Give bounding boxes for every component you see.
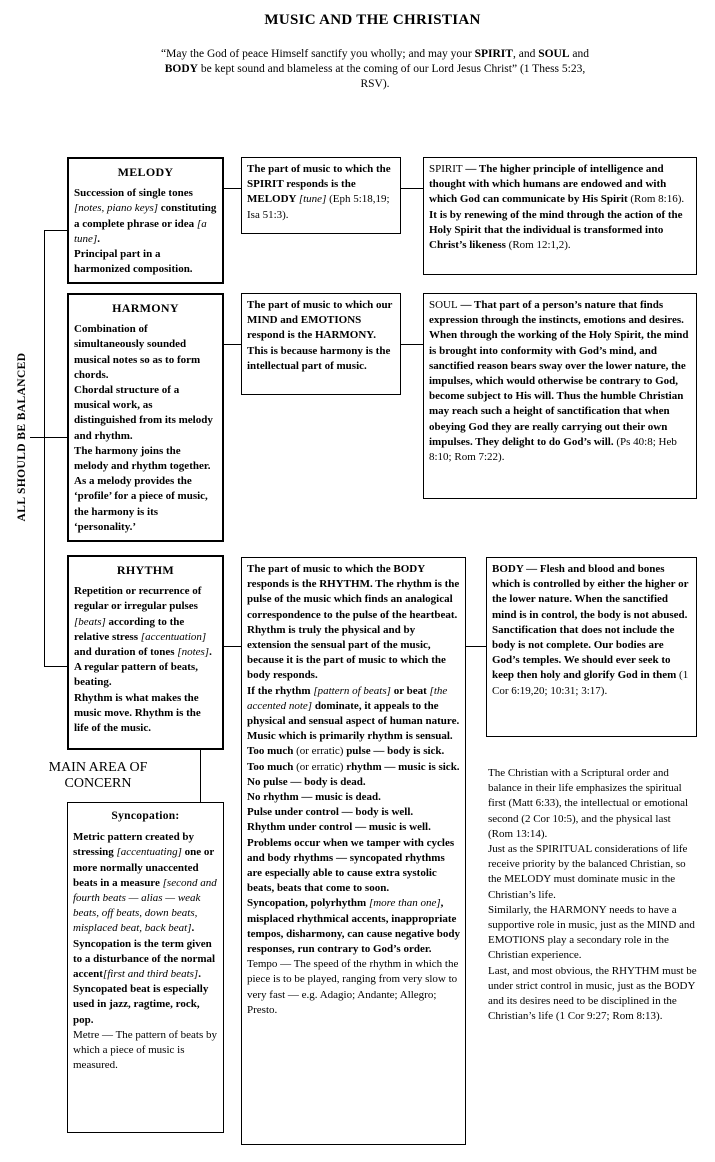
connector-line — [401, 344, 423, 345]
balance-label: ALL SHOULD BE BALANCED — [16, 352, 28, 522]
quote-text: “May the God of peace Himself sanctify you wholly; and may your — [160, 48, 475, 60]
main-area-label: MAIN AREA OF CONCERN — [48, 760, 148, 791]
harmony-p3: The harmony joins the melody and rhythm together. As a melody provides the ‘profile’ for a piece of music, the harmony is its ‘personality.’ — [74, 444, 211, 533]
quote-text: be kept sound and blameless at the coming of our Lord Jesus Christ” (1 Thess 5:23, RSV). — [198, 63, 586, 90]
harmony-p2: Chordal structure of a musical work, as distinguished from its melody and rhythm. — [74, 384, 213, 442]
quote-text: and — [569, 48, 590, 60]
connector-line — [30, 437, 67, 438]
soul-definition-box: SOUL — That part of a person’s nature that finds expression through the instincts, emotions and desires. When through the working of the Holy Spirit, the mind is brought into conformity with God’s mind, and sanctified reason bears sway over the lower nature, the impulses, which would otherwise be contrary to God, become subject to His will. Thus the humble Christian may reach such a height of sanctification that when obeying God they are really carrying out their own impulses. They delight to do God’s will. (Ps 40:8; Heb 8:10; Rom 7:22). — [423, 293, 697, 499]
rhythm-p3: Rhythm is what makes the music move. Rhythm is the life of the music. — [74, 691, 201, 735]
explanation-p3: Similarly, the HARMONY needs to have a supportive role in music, just as the MIND and EMOTIONS play a secondary role in the Christian experience. — [488, 903, 695, 962]
harmony-p1: Combination of simultaneously sounded musical notes so as to form chords. — [74, 323, 201, 381]
explanation-p1: The Christian with a Scriptural order and balance in their life emphasizes the spiritual first (Matt 6:33), the intellectual or emotional second (2 Cor 10:5), and the physical last (Rom 13:14). — [488, 767, 689, 840]
connector-line — [401, 188, 423, 189]
spirit-definition-box: SPIRIT — The higher principle of intelligence and thought with which humans are endowed and with which God can communicate by His Spirit (Rom 8:16). It is by renewing of the mind through the action of the Holy Spirit that the individual is transformed into Christ’s likeness (Rom 12:1,2). — [423, 157, 697, 275]
harmony-response-box: The part of music to which our MIND and EMOTIONS respond is the HARMONY. This is because harmony is the intellectual part of music. — [241, 293, 401, 395]
page-title: MUSIC AND THE CHRISTIAN — [264, 12, 481, 28]
connector-line — [44, 230, 67, 231]
melody-role: Principal part in a harmonized composition. — [74, 248, 193, 276]
syncopation-box: Syncopation: Metric pattern created by stressing [accentuating] one or more normally unaccented beats in a measure [second and fourth beats — alias — weak beats, off beats, down beats, misplaced beat, back beat]. Syncopation is the term given to a disturbance of the normal accent[first and third beats]. Syncopated beat is especially used in jazz, ragtime, rock, pop. Metre — The pattern of beats by which a piece of music is measured. — [67, 802, 224, 1133]
connector-line — [224, 646, 241, 647]
rhythm-heading: RHYTHM — [116, 563, 175, 577]
balance-bracket-line — [44, 230, 45, 666]
melody-response-box: The part of music to which the SPIRIT responds is the MELODY [tune] (Eph 5:18,19; Isa 51:3). — [241, 157, 401, 234]
syncopation-heading: Syncopation: — [111, 810, 180, 822]
melody-box — [67, 157, 224, 284]
connector-line — [44, 666, 67, 667]
balance-explanation — [488, 766, 698, 1024]
rhythm-p1: Repetition or recurrence of regular or irregular pulses [beats] according to the relative stress [accentuation] and duration of tones [notes]. — [74, 585, 212, 659]
scripture-quote — [160, 47, 590, 92]
quote-body: BODY — [164, 63, 198, 75]
connector-line — [200, 750, 201, 802]
harmony-heading: HARMONY — [112, 301, 179, 315]
melody-definition: Succession of single tones [notes, piano keys] constituting a complete phrase or idea [a tune]. — [74, 187, 217, 245]
quote-soul: SOUL — [538, 48, 570, 60]
harmony-box — [67, 293, 224, 542]
rhythm-p2: A regular pattern of beats, beating. — [74, 661, 198, 689]
explanation-p4: Last, and most obvious, the RHYTHM must be under strict control in music, just as the BODY and its desires need to be disciplined in the Christian’s life (1 Cor 9:27; Rom 8:13). — [488, 964, 697, 1023]
connector-line — [224, 344, 241, 345]
quote-text: , and — [512, 48, 539, 60]
body-definition-box: BODY — Flesh and blood and bones which is controlled by either the higher or the lower nature. When the sanctified mind is in control, the body is not abused. Sanctification that does not include the body is not complete. Our bodies are God’s temples. We should ever seek to keep then holy and glorify God in them (1 Cor 6:19,20; 10:31; 3:17). — [486, 557, 697, 737]
connector-line — [466, 646, 486, 647]
rhythm-box — [67, 555, 224, 750]
melody-heading: MELODY — [117, 165, 174, 179]
rhythm-response-box: The part of music to which the BODY responds is the RHYTHM. The rhythm is the pulse of the music which finds an analogical correspondence to the pulse of the heartbeat. Rhythm is truly the physical and by extension the sensual part of the music, because it is the part of music to which the body responds. If the rhythm [pattern of beats] or beat [the accented note] dominate, it appeals to the physical and sensual aspect of human nature. Music which is primarily rhythm is sensual. Too much (or erratic) pulse — body is sick. Too much (or erratic) rhythm — music is sick. No pulse — body is dead. No rhythm — music is dead. Pulse under control — body is well. Rhythm under control — music is well. Problems occur when we tamper with cycles and body rhythms — syncopated rhythms are especially able to cause extra systolic beats, beats that come to soon. Syncopation, polyrhythm [more than one], misplaced rhythmical accents, inappropriate tempos, disharmony, can cause negative body responses, run contrary to God’s order. Tempo — The speed of the rhythm in which the piece is to be played, ranging from very slow to very fast — e.g. Adagio; Andante; Allegro; Presto. — [241, 557, 466, 1145]
connector-line — [224, 188, 241, 189]
explanation-p2: Just as the SPIRITUAL considerations of life receive priority by the balanced Christian, so the MELODY must dominate music in the Christian’s life. — [488, 843, 688, 901]
quote-spirit: SPIRIT — [474, 48, 513, 60]
